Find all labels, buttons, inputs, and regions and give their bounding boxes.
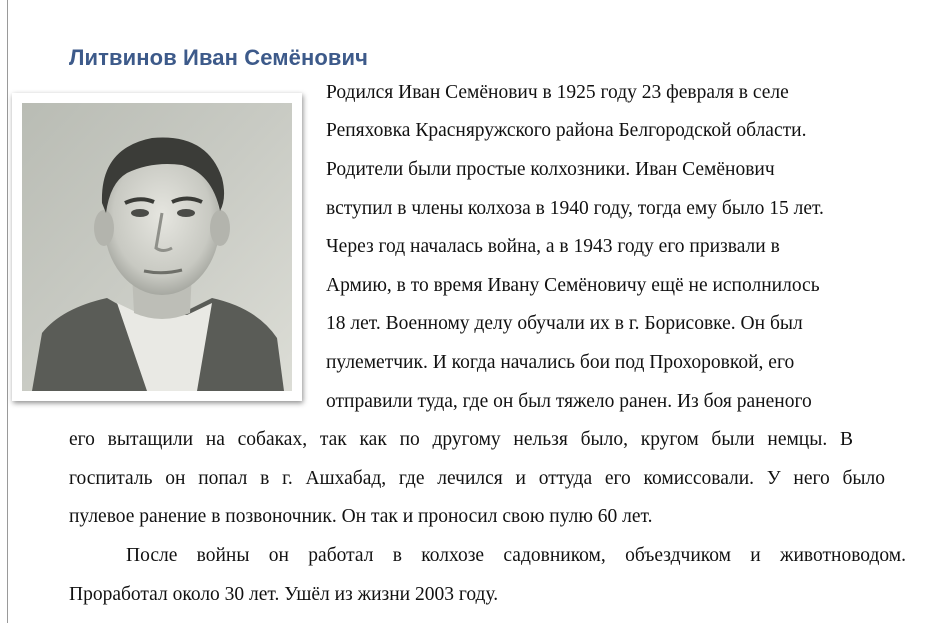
text-line: вступил в члены колхоза в 1940 году, тогда ему было 15 лет. — [326, 198, 824, 219]
paragraph-indent-line: После войны он работал в колхозе садовником, объездчиком и животноводом. — [126, 545, 906, 566]
text-line: госпиталь он попал в г. Ашхабад, где лечился и оттуда его комиссовали. У него было — [69, 468, 885, 489]
text-line: его вытащили на собаках, так как по другому нельзя было, кругом были немцы. В — [69, 429, 853, 450]
portrait-photo — [12, 93, 302, 401]
text-line: Через год началась война, а в 1943 году его призвали в — [326, 236, 780, 257]
portrait-photo-icon — [22, 103, 292, 391]
document-title: Литвинов Иван Семёнович — [69, 45, 369, 70]
text-line: 18 лет. Военному делу обучали их в г. Борисовке. Он был — [326, 313, 803, 334]
text-line: пулеметчик. И когда начались бои под Прохоровкой, его — [326, 352, 795, 373]
text-line: Проработал около 30 лет. Ушёл из жизни 2003 году. — [69, 584, 499, 605]
text-line: отправили туда, где он был тяжело ранен. Из боя раненого — [326, 391, 812, 412]
text-line: Армию, в то время Ивану Семёновичу ещё не исполнилось — [326, 275, 820, 296]
text-line: Родился Иван Семёнович в 1925 году 23 февраля в селе — [326, 82, 789, 103]
text-line: пулевое ранение в позвоночник. Он так и проносил свою пулю 60 лет. — [69, 506, 653, 527]
page-edge — [7, 0, 8, 623]
text-line: Репяховка Красняружского района Белгородской области. — [326, 120, 807, 141]
text-line: Родители были простые колхозники. Иван Семёнович — [326, 159, 775, 180]
